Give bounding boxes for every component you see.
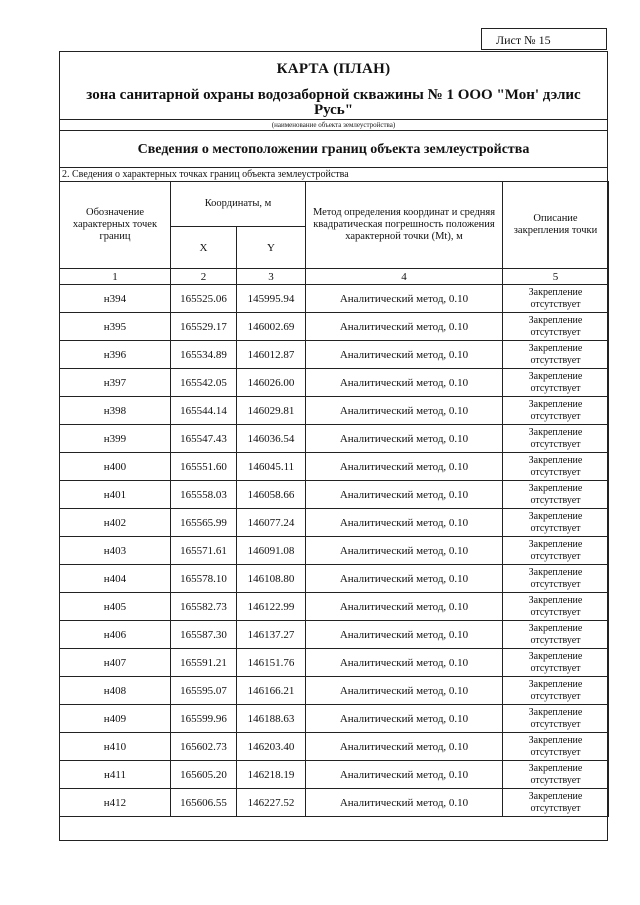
point-id: н408 <box>60 677 171 705</box>
table-row <box>60 369 609 397</box>
method-value: Аналитический метод, 0.10 <box>306 621 503 649</box>
y-value: 146203.40 <box>237 733 306 761</box>
y-value: 146218.19 <box>237 761 306 789</box>
point-id: н397 <box>60 369 171 397</box>
y-value: 146151.76 <box>237 649 306 677</box>
method-value: Аналитический метод, 0.10 <box>306 285 503 313</box>
method-value: Аналитический метод, 0.10 <box>306 313 503 341</box>
point-id: н398 <box>60 397 171 425</box>
header-desc: Описание закрепления точки <box>503 182 609 269</box>
table-row <box>60 341 609 369</box>
x-value: 165591.21 <box>171 649 237 677</box>
point-id: н403 <box>60 537 171 565</box>
table-row <box>60 509 609 537</box>
header-point: Обозначение характерных точек границ <box>60 182 171 269</box>
x-value: 165595.07 <box>171 677 237 705</box>
table-row <box>60 593 609 621</box>
point-id: н411 <box>60 761 171 789</box>
y-value: 146026.00 <box>237 369 306 397</box>
table-row <box>60 789 609 817</box>
table-row <box>60 565 609 593</box>
method-value: Аналитический метод, 0.10 <box>306 509 503 537</box>
method-value: Аналитический метод, 0.10 <box>306 481 503 509</box>
table-row <box>60 537 609 565</box>
desc-value: Закрепление отсутствует <box>503 565 609 593</box>
desc-value: Закрепление отсутствует <box>503 593 609 621</box>
desc-value: Закрепление отсутствует <box>503 481 609 509</box>
table-row <box>60 453 609 481</box>
table-row <box>60 425 609 453</box>
table-row <box>60 649 609 677</box>
document-frame <box>59 51 608 841</box>
x-value: 165587.30 <box>171 621 237 649</box>
x-value: 165534.89 <box>171 341 237 369</box>
section-title: Сведения о местоположении границ объекта землеустройства <box>60 131 607 168</box>
desc-value: Закрепление отсутствует <box>503 761 609 789</box>
x-value: 165571.61 <box>171 537 237 565</box>
table-row <box>60 397 609 425</box>
method-value: Аналитический метод, 0.10 <box>306 369 503 397</box>
table-row <box>60 677 609 705</box>
col-number: 1 <box>60 269 171 285</box>
x-value: 165602.73 <box>171 733 237 761</box>
point-id: н406 <box>60 621 171 649</box>
header-method: Метод определения координат и средняя квадратическая погрешность положения характерной точки (Mt), м <box>306 182 503 269</box>
x-value: 165565.99 <box>171 509 237 537</box>
x-value: 165542.05 <box>171 369 237 397</box>
point-id: н394 <box>60 285 171 313</box>
header-y: Y <box>237 227 306 269</box>
desc-value: Закрепление отсутствует <box>503 789 609 817</box>
desc-value: Закрепление отсутствует <box>503 341 609 369</box>
point-id: н407 <box>60 649 171 677</box>
method-value: Аналитический метод, 0.10 <box>306 565 503 593</box>
x-value: 165582.73 <box>171 593 237 621</box>
method-value: Аналитический метод, 0.10 <box>306 453 503 481</box>
desc-value: Закрепление отсутствует <box>503 649 609 677</box>
method-value: Аналитический метод, 0.10 <box>306 761 503 789</box>
x-value: 165558.03 <box>171 481 237 509</box>
col-number: 5 <box>503 269 609 285</box>
method-value: Аналитический метод, 0.10 <box>306 425 503 453</box>
x-value: 165551.60 <box>171 453 237 481</box>
point-id: н396 <box>60 341 171 369</box>
y-value: 146108.80 <box>237 565 306 593</box>
table-row <box>60 285 609 313</box>
y-value: 146091.08 <box>237 537 306 565</box>
y-value: 145995.94 <box>237 285 306 313</box>
desc-value: Закрепление отсутствует <box>503 313 609 341</box>
x-value: 165544.14 <box>171 397 237 425</box>
method-value: Аналитический метод, 0.10 <box>306 677 503 705</box>
point-id: н412 <box>60 789 171 817</box>
x-value: 165529.17 <box>171 313 237 341</box>
desc-value: Закрепление отсутствует <box>503 705 609 733</box>
point-id: н399 <box>60 425 171 453</box>
desc-value: Закрепление отсутствует <box>503 509 609 537</box>
method-value: Аналитический метод, 0.10 <box>306 649 503 677</box>
desc-value: Закрепление отсутствует <box>503 425 609 453</box>
object-name: зона санитарной охраны водозаборной скважины № 1 ООО "Мон' дэлис Русь" <box>86 87 581 118</box>
x-value: 165547.43 <box>171 425 237 453</box>
x-value: 165606.55 <box>171 789 237 817</box>
y-value: 146002.69 <box>237 313 306 341</box>
col-number: 4 <box>306 269 503 285</box>
col-number: 2 <box>171 269 237 285</box>
x-value: 165605.20 <box>171 761 237 789</box>
desc-value: Закрепление отсутствует <box>503 677 609 705</box>
y-value: 146036.54 <box>237 425 306 453</box>
object-caption: (наименование объекта землеустройства) <box>60 120 607 131</box>
table-row <box>60 621 609 649</box>
table-row <box>60 761 609 789</box>
desc-value: Закрепление отсутствует <box>503 537 609 565</box>
method-value: Аналитический метод, 0.10 <box>306 593 503 621</box>
desc-value: Закрепление отсутствует <box>503 453 609 481</box>
y-value: 146188.63 <box>237 705 306 733</box>
desc-value: Закрепление отсутствует <box>503 621 609 649</box>
header-x: X <box>171 227 237 269</box>
y-value: 146012.87 <box>237 341 306 369</box>
method-value: Аналитический метод, 0.10 <box>306 537 503 565</box>
method-value: Аналитический метод, 0.10 <box>306 705 503 733</box>
point-id: н405 <box>60 593 171 621</box>
title-block <box>60 52 607 120</box>
desc-value: Закрепление отсутствует <box>503 397 609 425</box>
y-value: 146029.81 <box>237 397 306 425</box>
x-value: 165578.10 <box>171 565 237 593</box>
y-value: 146077.24 <box>237 509 306 537</box>
col-number: 3 <box>237 269 306 285</box>
point-id: н402 <box>60 509 171 537</box>
table-row <box>60 313 609 341</box>
y-value: 146058.66 <box>237 481 306 509</box>
y-value: 146045.11 <box>237 453 306 481</box>
method-value: Аналитический метод, 0.10 <box>306 341 503 369</box>
document-title: КАРТА (ПЛАН) <box>276 61 391 77</box>
method-value: Аналитический метод, 0.10 <box>306 733 503 761</box>
method-value: Аналитический метод, 0.10 <box>306 789 503 817</box>
method-value: Аналитический метод, 0.10 <box>306 397 503 425</box>
table-row <box>60 733 609 761</box>
table-row <box>60 481 609 509</box>
subsection-title: 2. Сведения о характерных точках границ объекта землеустройства <box>62 169 349 180</box>
desc-value: Закрепление отсутствует <box>503 285 609 313</box>
x-value: 165525.06 <box>171 285 237 313</box>
point-id: н400 <box>60 453 171 481</box>
y-value: 146227.52 <box>237 789 306 817</box>
desc-value: Закрепление отсутствует <box>503 369 609 397</box>
y-value: 146137.27 <box>237 621 306 649</box>
point-id: н395 <box>60 313 171 341</box>
y-value: 146122.99 <box>237 593 306 621</box>
x-value: 165599.96 <box>171 705 237 733</box>
sheet-number: Лист № 15 <box>481 28 607 50</box>
point-id: н401 <box>60 481 171 509</box>
header-coords: Координаты, м <box>171 182 306 227</box>
desc-value: Закрепление отсутствует <box>503 733 609 761</box>
y-value: 146166.21 <box>237 677 306 705</box>
point-id: н409 <box>60 705 171 733</box>
point-id: н404 <box>60 565 171 593</box>
table-row <box>60 705 609 733</box>
coordinates-table <box>59 181 609 817</box>
point-id: н410 <box>60 733 171 761</box>
